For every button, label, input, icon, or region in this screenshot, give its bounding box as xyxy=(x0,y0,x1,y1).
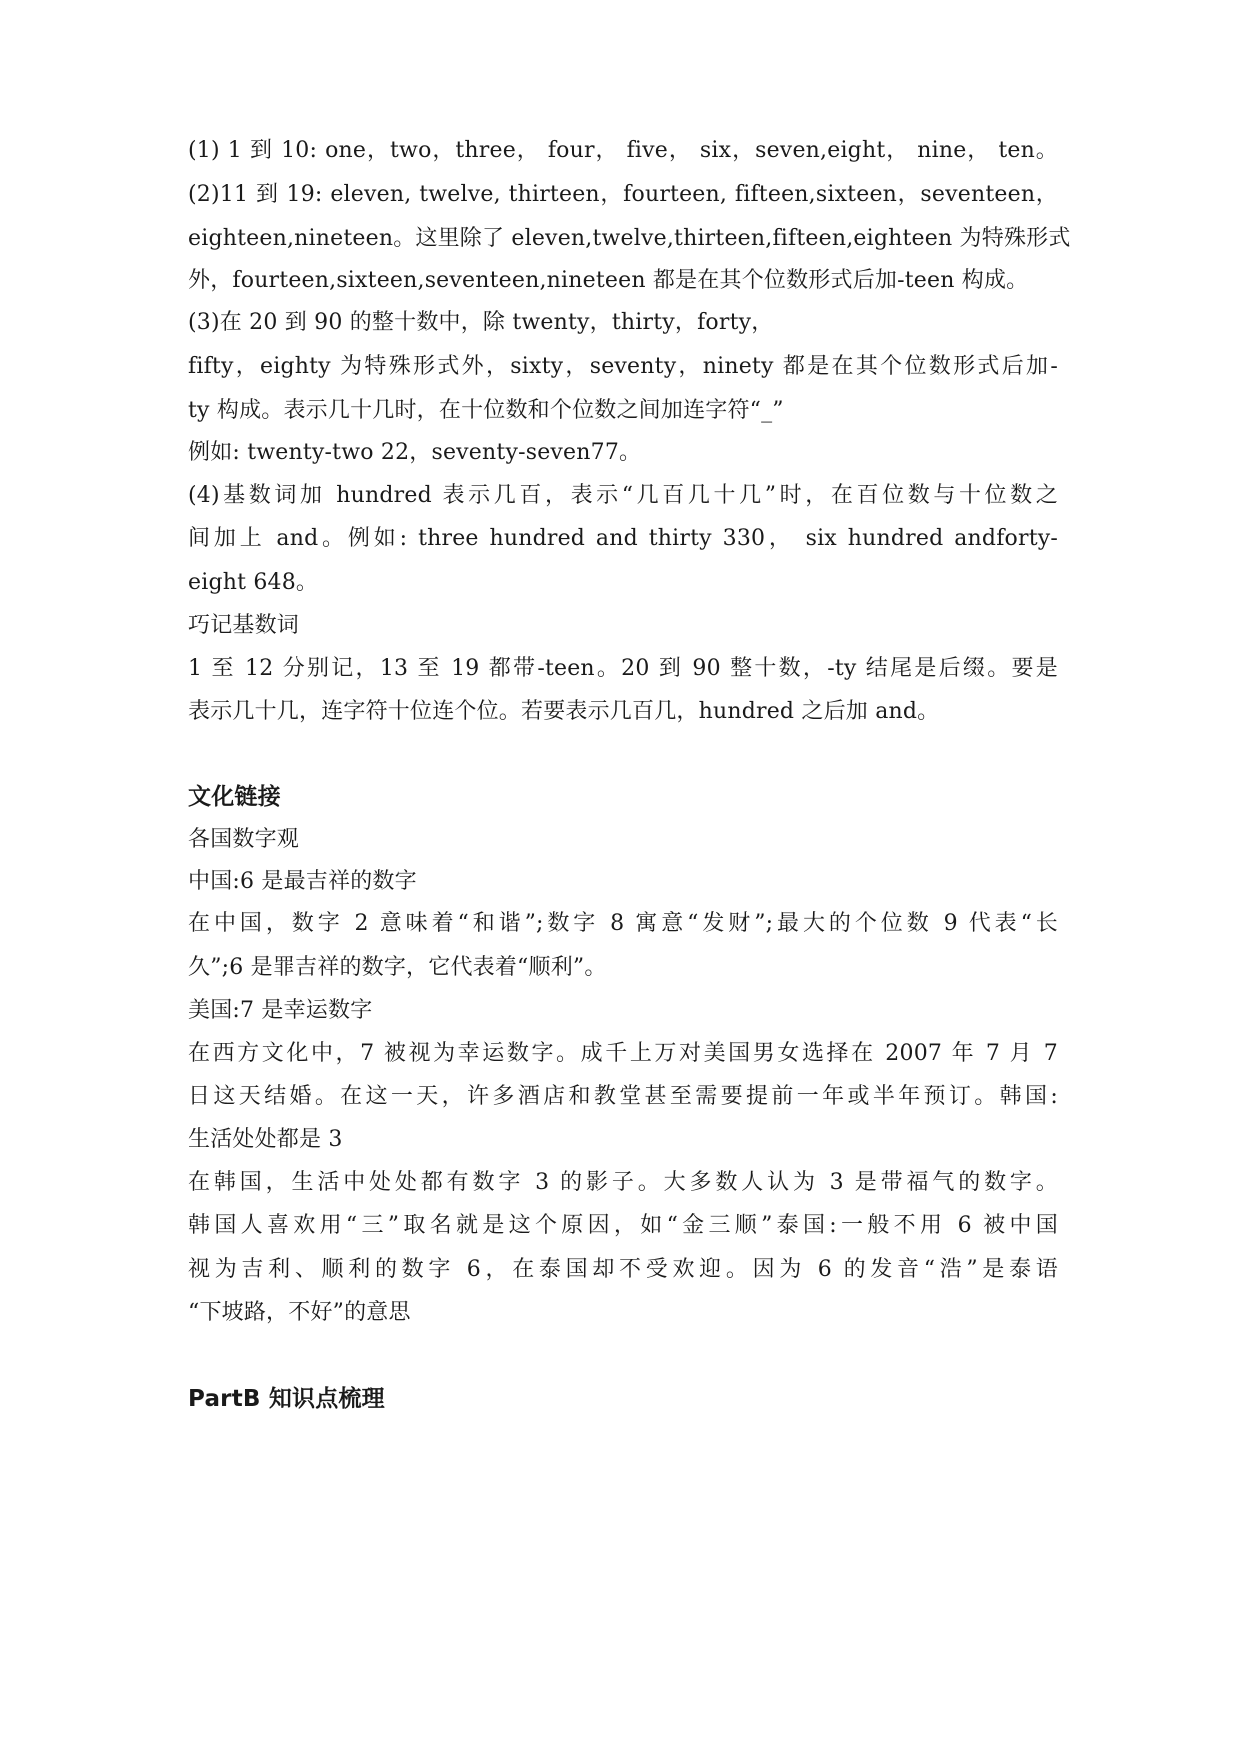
culture-line-7: 日这天结婚。在这一天，许多酒店和教堂甚至需要提前一年或半年预订。韩国: xyxy=(188,1084,1058,1109)
culture-line-12: “下坡路，不好”的意思 xyxy=(188,1300,411,1325)
numbers-line-3: eighteen,nineteen。这里除了 eleven,twelve,thirteen,fifteen,eighteen 为特殊形式 xyxy=(188,226,1071,251)
numbers-line-4: 外，fourteen,sixteen,seventeen,nineteen 都是在其个位数形式后加-teen 构成。 xyxy=(188,268,1029,293)
culture-line-9: 在韩国，生活中处处都有数字 3 的影子。大多数人认为 3 是带福气的数字。 xyxy=(188,1170,1058,1195)
numbers-line-1: (1) 1 到 10: one，two，three， four， five， six，seven,eight， nine， ten。 xyxy=(188,138,1058,163)
numbers-line-14: 表示几十几，连字符十位连个位。若要表示几百几，hundred 之后加 and。 xyxy=(188,699,940,724)
numbers-line-12: 巧记基数词 xyxy=(188,613,300,638)
numbers-line-5: (3)在 20 到 90 的整十数中，除 twenty，thirty，forty， xyxy=(188,310,774,335)
culture-line-3: 在中国，数字 2 意味着“和谐”;数字 8 寓意“发财”;最大的个位数 9 代表“长 xyxy=(188,911,1058,936)
numbers-line-10: 间加上 and。例如: three hundred and thirty 330， six hundred andforty- xyxy=(188,526,1058,551)
numbers-line-9: (4)基数词加 hundred 表示几百，表示“几百几十几”时，在百位数与十位数之 xyxy=(188,483,1058,508)
culture-line-8: 生活处处都是 3 xyxy=(188,1127,343,1152)
culture-line-5: 美国:7 是幸运数字 xyxy=(188,998,373,1023)
numbers-line-6: fifty，eighty 为特殊形式外，sixty，seventy，ninety 都是在其个位数形式后加- xyxy=(188,354,1058,379)
numbers-line-13: 1 至 12 分别记，13 至 19 都带-teen。20 到 90 整十数，-ty 结尾是后缀。要是 xyxy=(188,656,1058,681)
culture-heading: 文化链接 xyxy=(188,784,281,810)
culture-line-11: 视为吉利、顺利的数字 6，在泰国却不受欢迎。因为 6 的发音“浩”是泰语 xyxy=(188,1257,1058,1282)
numbers-line-8: 例如: twenty-two 22，seventy-seven77。 xyxy=(188,440,642,465)
culture-line-4: 久”;6 是罪吉祥的数字，它代表着“顺利”。 xyxy=(188,955,607,980)
numbers-line-7: ty 构成。表示几十几时，在十位数和个位数之间加连字符“_” xyxy=(188,398,784,423)
culture-line-10: 韩国人喜欢用“三”取名就是这个原因，如“金三顺”泰国:一般不用 6 被中国 xyxy=(188,1213,1058,1238)
numbers-line-2: (2)11 到 19: eleven, twelve, thirteen，fourteen, fifteen,sixteen，seventeen， xyxy=(188,182,1058,207)
numbers-line-11: eight 648。 xyxy=(188,570,319,595)
culture-line-1: 各国数字观 xyxy=(188,827,300,852)
culture-line-2: 中国:6 是最吉祥的数字 xyxy=(188,869,417,894)
culture-line-6: 在西方文化中，7 被视为幸运数字。成千上万对美国男女选择在 2007 年 7 月 7 xyxy=(188,1041,1058,1066)
partb-heading: PartB 知识点梳理 xyxy=(188,1386,385,1412)
